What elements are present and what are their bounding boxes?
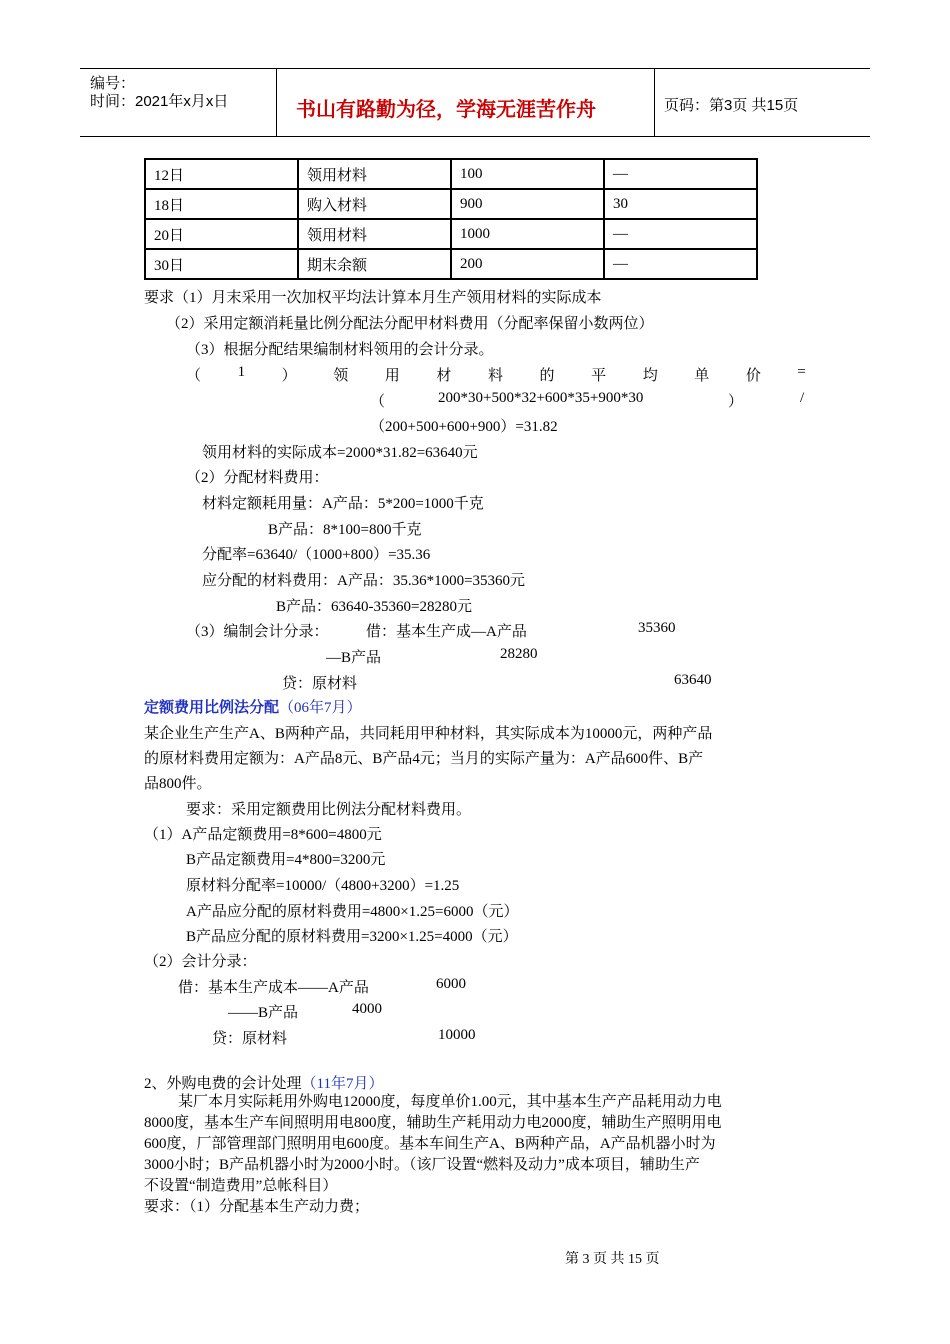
- section-year: （11年7月）: [301, 1076, 384, 1092]
- text-line: 材料定额耗用量：A产品：5*200=1000千克: [202, 496, 484, 512]
- material-table: [144, 158, 758, 280]
- text-fragment: 4000: [352, 1001, 382, 1017]
- header-divider-right: [654, 68, 655, 136]
- table-cell: 12日: [145, 159, 298, 189]
- text-fragment: —B产品: [326, 650, 382, 666]
- justified-token: 领: [333, 368, 349, 384]
- text-line: （2）会计分录：: [144, 954, 257, 970]
- table-row: [145, 219, 757, 249]
- footer-page-number: 第 3 页 共 15 页: [565, 1252, 660, 1267]
- text-line: 的原材料费用定额为：A产品8元、B产品4元；当月的实际产量为：A产品600件、B产: [144, 751, 704, 767]
- text-line: 要求：采用定额费用比例法分配材料费用。: [186, 802, 472, 818]
- table-cell: 200: [451, 249, 604, 279]
- text-line: 领用材料的实际成本=2000*31.82=63640元: [202, 445, 478, 461]
- text-line: （2）分配材料费用：: [186, 470, 329, 486]
- table-cell: —: [604, 159, 757, 189]
- table-cell: 购入材料: [298, 189, 451, 219]
- section-title: 2、外购电费的会计处理: [144, 1076, 302, 1092]
- table-row: [145, 159, 757, 189]
- text-line: 要求：（1）分配基本生产动力费；: [144, 1199, 370, 1215]
- text-fragment: （: [370, 394, 386, 410]
- justified-line: [186, 364, 806, 385]
- text-line: （1）A产品定额费用=8*600=4800元: [144, 827, 382, 843]
- text-fragment: 35360: [638, 620, 676, 636]
- text-fragment: ）: [728, 394, 744, 410]
- justified-token: =: [797, 364, 806, 380]
- text-line: B产品：63640-35360=28280元: [276, 599, 472, 615]
- table-row: [145, 249, 757, 279]
- justified-token: 平: [591, 368, 607, 384]
- justified-token: 均: [642, 368, 658, 384]
- table-cell: 100: [451, 159, 604, 189]
- justified-token: 用: [384, 368, 400, 384]
- text-line: 8000度，基本生产车间照明用电800度，辅助生产耗用动力电2000度，辅助生产照明用电: [144, 1115, 722, 1131]
- justified-token: 料: [487, 368, 503, 384]
- text-line: 600度，厂部管理部门照明用电600度。基本车间生产A、B两种产品，A产品机器小时为: [144, 1136, 716, 1152]
- text-fragment: 6000: [436, 976, 466, 992]
- justified-token: 单: [694, 368, 710, 384]
- text-line: B产品应分配的原材料费用=3200×1.25=4000（元）: [186, 929, 518, 945]
- text-fragment: 贷：原材料: [212, 1031, 288, 1047]
- text-line: 不设置“制造费用”总帐科目）: [144, 1178, 338, 1194]
- text-line: B产品定额费用=4*800=3200元: [186, 852, 386, 868]
- header-number: 编号：: [90, 75, 136, 92]
- table-cell: 领用材料: [298, 219, 451, 249]
- text-line: 3000小时；B产品机器小时为2000小时。（该厂设置“燃料及动力”成本项目，辅助生产: [144, 1157, 700, 1173]
- text-fragment: 借：基本生产成—A产品: [366, 624, 527, 640]
- text-line: B产品：8*100=800千克: [268, 522, 422, 538]
- text-fragment: 借：基本生产成本——A产品: [178, 980, 369, 996]
- text-line: 原材料分配率=10000/（4800+3200）=1.25: [186, 878, 460, 894]
- text-line: （2）采用定额消耗量比例分配法分配甲材料费用（分配率保留小数两位）: [166, 316, 654, 332]
- text-line: 某企业生产生产A、B两种产品，共同耗用甲种材料，其实际成本为10000元，两种产品: [144, 726, 713, 742]
- text-line: 要求（1）月末采用一次加权平均法计算本月生产领用材料的实际成本: [144, 290, 602, 306]
- text-line: 品800件。: [144, 776, 212, 792]
- text-line: 应分配的材料费用：A产品：35.36*1000=35360元: [202, 573, 526, 589]
- text-fragment: 63640: [674, 672, 712, 688]
- table-cell: 30日: [145, 249, 298, 279]
- text-fragment: /: [800, 390, 805, 406]
- table-row: [145, 189, 757, 219]
- table-cell: 期末余额: [298, 249, 451, 279]
- text-line: （200+500+600+900）=31.82: [370, 419, 558, 435]
- justified-token: 材: [436, 368, 452, 384]
- header-time: 时间：2021年x月x日: [90, 93, 229, 110]
- header-page-info: 页码：第3页 共15页: [664, 97, 799, 114]
- text-line: （3）根据分配结果编制材料领用的会计分录。: [186, 342, 494, 358]
- table-cell: 18日: [145, 189, 298, 219]
- header-top-border: [80, 68, 870, 69]
- section-year: （06年7月）: [279, 700, 362, 716]
- table-cell: 900: [451, 189, 604, 219]
- justified-token: ）: [281, 368, 297, 384]
- text-fragment: ——B产品: [228, 1005, 299, 1021]
- justified-token: （: [186, 368, 202, 384]
- table-cell: 30: [604, 189, 757, 219]
- text-fragment: （3）编制会计分录：: [186, 624, 329, 640]
- text-fragment: 贷：原材料: [282, 676, 358, 692]
- text-fragment: 28280: [500, 646, 538, 662]
- table-cell: 领用材料: [298, 159, 451, 189]
- text-line: 分配率=63640/（1000+800）=35.36: [202, 547, 431, 563]
- section-title: 定额费用比例法分配: [144, 699, 280, 716]
- header-bottom-border: [80, 136, 870, 137]
- text-line: 某厂本月实际耗用外购电12000度，每度单价1.00元，其中基本生产产品耗用动力电: [178, 1094, 722, 1110]
- table-cell: —: [604, 249, 757, 279]
- text-fragment: 200*30+500*32+600*35+900*30: [438, 390, 644, 406]
- table-cell: 20日: [145, 219, 298, 249]
- section-heading: [144, 696, 362, 717]
- justified-token: 的: [539, 368, 555, 384]
- text-fragment: 10000: [438, 1027, 476, 1043]
- table-cell: 1000: [451, 219, 604, 249]
- table-cell: —: [604, 219, 757, 249]
- justified-token: 1: [237, 364, 246, 380]
- header-motto: 书山有路勤为径，学海无涯苦作舟: [296, 99, 596, 121]
- justified-token: 价: [745, 368, 761, 384]
- text-line: A产品应分配的原材料费用=4800×1.25=6000（元）: [186, 904, 519, 920]
- header-divider-left: [276, 68, 277, 136]
